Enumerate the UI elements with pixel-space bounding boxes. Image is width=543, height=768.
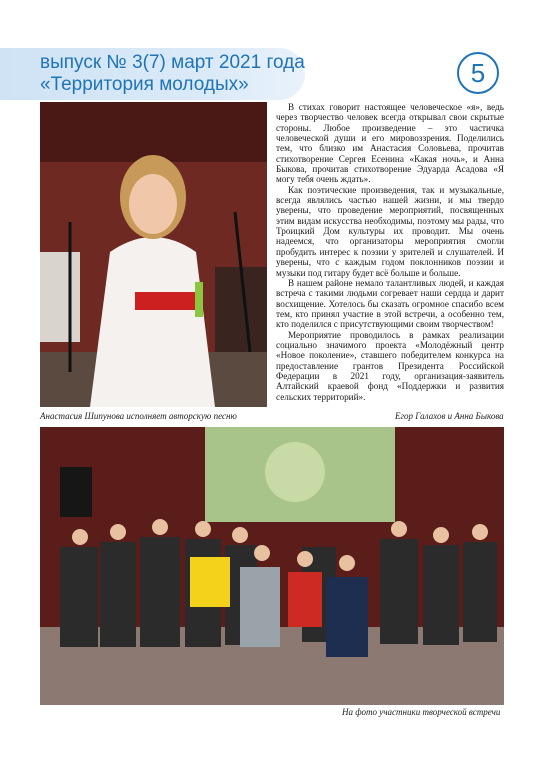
article-text — [276, 102, 504, 402]
issue-line: выпуск № 3(7) март 2021 года — [40, 52, 305, 73]
newspaper-title: «Территория молодых» — [40, 74, 249, 95]
readers-caption: Егор Галахов и Анна Быкова — [395, 411, 504, 421]
article-paragraph: В стихах говорит настоящее человеческое «я», ведь через творчество человек всегда открывал свои скрытые стороны. Любое произведение – это частичка человеческой души и его мировоззрения. Поделились тем, что близко им Анастасия Соловьева, прочитав стихотворение Сергея Есенина «Какая ночь», и Анна Быкова, прочитав стихотворение Эдуарда Асадова «Я могу тебя очень ждать». — [276, 102, 504, 185]
group-photo-caption: На фото участники творческой встречи — [342, 707, 501, 717]
article-paragraph: Мероприятие проводилось в рамках реализации социально значимого проекта «Молодёжный центр «Новое поколение», ставшего победителем конкурса на предоставление грантов Президента Российской Федерации в 2021 году, организация-заявитель Алтайский краевой фонд «Поддержки и развития сельских территорий». — [276, 329, 504, 402]
group-photo — [40, 427, 504, 705]
article-paragraph: Как поэтические произведения, так и музыкальные, всегда являлись частью нашей жизни, и мы твердо уверены, что проведение мероприятий, посвященных этим видам искусства необходимы, поэтому мы рады, что Троицкий Дом культуры их проводит. Мы очень надеемся, что организаторы мероприятия смогли пробудить интерес к поэзии у зрителей и слушателей. И уверены, что с каждым годом поклонников поэзии и музыки под гитару будет всё больше и больше. — [276, 184, 504, 278]
page-number-badge: 5 — [457, 52, 499, 94]
article-paragraph: В нашем районе немало талантливых людей, и каждая встреча с такими людьми согревает наши сердца и дарит восхищение. Хотелось бы сказать огромное спасибо всем тем, кто принял участие в этой встречи, а особенно тем, кто поделился с присутствующими своим творчеством! — [276, 277, 504, 330]
singer-photo — [40, 102, 267, 407]
singer-photo-caption: Анастасия Шипунова исполняет авторскую песню — [40, 411, 237, 421]
